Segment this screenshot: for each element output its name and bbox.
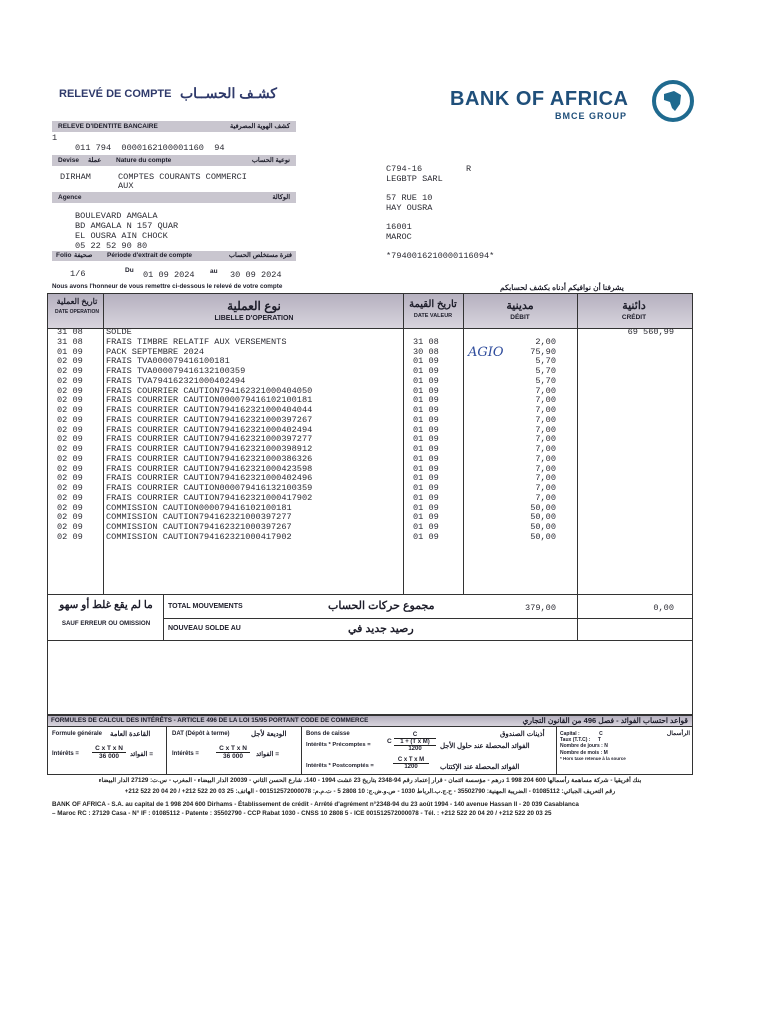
table-row — [48, 533, 692, 543]
fraction-4 — [393, 757, 429, 770]
period-label-ar: فترة مستخلص الحساب — [228, 252, 292, 259]
cell-debit: 5,70 — [535, 356, 556, 367]
cell-date: 02 09 — [57, 414, 83, 425]
statement-note-ar: يشرفنا أن نوافيكم أدناه بكشف لحسابكم — [500, 283, 624, 292]
cell-debit: 7,00 — [535, 395, 556, 406]
col-debit-fr: DÉBIT — [510, 314, 530, 321]
legend-taux: Taux (T.T.C) : — [560, 737, 591, 744]
legend-c: C — [599, 731, 603, 737]
agio-annotation: AGIO — [468, 345, 504, 360]
cell-date: 02 09 — [57, 385, 83, 396]
cell-debit: 50,00 — [530, 522, 556, 532]
cell-date: 02 09 — [57, 375, 83, 386]
cell-valeur: 30 08 — [413, 346, 439, 357]
cell-label: FRAIS COURRIER CAUTION794162321000402494 — [106, 424, 313, 435]
cell-valeur: 01 09 — [413, 473, 439, 484]
cell-label: FRAIS COURRIER CAUTION794162321000423598 — [106, 463, 313, 474]
col-date-op-fr: DATE OPERATION — [55, 309, 99, 315]
cell-debit: 7,00 — [535, 405, 556, 415]
cell-debit: 2,00 — [535, 336, 556, 347]
total-label-fr: TOTAL MOUVEMENTS — [168, 603, 243, 610]
cell-valeur: 01 09 — [413, 385, 439, 396]
interets-label-2: Intérêts = — [172, 751, 199, 757]
cell-label: FRAIS COURRIER CAUTION794162321000397277 — [106, 434, 313, 445]
client-code: C794-16 — [386, 164, 423, 174]
dat-fr: DAT (Dépôt à terme) — [172, 731, 230, 737]
legend-t: T — [597, 737, 601, 744]
cell-label: COMMISSION CAUTION794162321000397267 — [106, 522, 292, 532]
fawaid-1: = الفوائد — [130, 751, 154, 758]
cell-valeur: 01 09 — [413, 434, 439, 445]
devise-header-bar — [52, 155, 296, 166]
sauf-erreur-fr: SAUF ERREUR OU OMISSION — [61, 620, 151, 627]
operations-table — [47, 293, 693, 641]
agency-line1: BOULEVARD AMGALA — [75, 211, 158, 221]
cell-date: 02 09 — [57, 483, 83, 493]
interest-title-bar — [48, 716, 692, 727]
col-date-op-ar: تاريخ العملية — [56, 297, 98, 306]
agence-label-ar: الوكالة — [272, 194, 290, 201]
period-to: 30 09 2024 — [230, 270, 282, 280]
col-libelle-fr: LIBELLE D'OPERATION — [214, 315, 294, 322]
post-ar: الفوائد المحصلة عند الإكتتاب — [440, 764, 520, 771]
statement-note-fr: Nous avons l'honneur de vous remettre ci-dessous le relevé de votre compte — [52, 283, 283, 290]
footer-line3: BANK OF AFRICA - S.A. au capital de 1 998 204 600 Dirhams - Établissement de crédit - Arrêté d'agrément n°2348-94 du 23 août 1994 - 140 avenue Hassan II - 20 039 Casablanca — [52, 801, 579, 808]
cell-date: 02 09 — [57, 512, 83, 523]
cell-label: SOLDE — [106, 327, 132, 337]
cell-debit: 7,00 — [535, 473, 556, 484]
account-type-line2: AUX — [118, 181, 134, 191]
legend-mois: Nombre de mois : — [560, 749, 603, 756]
cell-date: 02 09 — [57, 405, 83, 415]
cell-label: FRAIS TIMBRE RELATIF AUX VERSEMENTS — [106, 336, 287, 347]
cell-valeur: 01 09 — [413, 463, 439, 474]
cell-debit: 5,70 — [535, 366, 556, 376]
cell-debit: 75,90 — [530, 346, 556, 357]
table-header — [48, 294, 692, 328]
cell-debit: 7,00 — [535, 483, 556, 493]
cell-label: COMMISSION CAUTION000079416102100181 — [106, 502, 292, 513]
fraction-3-sub: 1200 — [408, 746, 422, 752]
cell-debit: 7,00 — [535, 492, 556, 503]
interets-label-1: Intérêts = — [52, 751, 79, 757]
cell-label: FRAIS TVA000079416132100359 — [106, 366, 246, 376]
legend-capital: Capital : — [560, 731, 580, 737]
precomptes-ar: الفوائد المحصلة عند حلول الأجل — [440, 743, 530, 750]
fraction-3 — [394, 732, 436, 752]
cell-date: 02 09 — [57, 366, 83, 376]
blank-panel — [47, 641, 693, 715]
cell-date: 02 09 — [57, 444, 83, 454]
legend-n: N — [604, 743, 608, 750]
cell-label: COMMISSION CAUTION794162321000417902 — [106, 531, 292, 542]
cell-label: FRAIS COURRIER CAUTION794162321000404050 — [106, 385, 313, 396]
cell-label: FRAIS COURRIER CAUTION794162321000398912 — [106, 444, 313, 454]
col-debit-ar: مدينية — [506, 300, 534, 312]
agency-phone: 05 22 52 90 80 — [75, 241, 148, 251]
col-credit-ar: دائنية — [622, 300, 646, 312]
cell-label: FRAIS COURRIER CAUTION794162321000404044 — [106, 405, 313, 415]
cell-debit: 7,00 — [535, 453, 556, 464]
cell-date: 02 09 — [57, 424, 83, 435]
client-code-suffix: R — [466, 164, 472, 174]
folio-label-fr: Folio — [56, 252, 72, 259]
cell-label: FRAIS COURRIER CAUTION794162321000386326 — [106, 453, 313, 464]
c-letter: C — [387, 738, 392, 745]
cell-debit: 50,00 — [530, 502, 556, 513]
cell-debit: 7,00 — [535, 385, 556, 396]
fraction-3-num: C — [394, 732, 436, 739]
legend-ar: الرأسمال — [666, 731, 690, 737]
cell-date: 02 09 — [57, 492, 83, 503]
precomptes-fr: Intérêts * Précomptes = — [306, 742, 371, 748]
cell-valeur: 01 09 — [413, 375, 439, 386]
cell-debit: 5,70 — [535, 375, 556, 386]
cell-label: FRAIS TVA000079416100181 — [106, 356, 230, 367]
client-address1: 57 RUE 10 — [386, 193, 433, 203]
agency-line2: BD AMGALA N 157 QUAR — [75, 221, 179, 231]
cell-label: FRAIS TVA794162321000402494 — [106, 375, 246, 386]
cell-valeur: 01 09 — [413, 356, 439, 367]
bank-logo — [450, 80, 700, 130]
devise-label-fr: Devise — [58, 157, 79, 164]
client-address2: HAY OUSRA — [386, 203, 433, 213]
rib-header-bar — [52, 121, 296, 132]
interest-section — [47, 715, 693, 775]
cell-valeur: 01 09 — [413, 522, 439, 532]
post-fr: Intérêts * Postcomptés = — [306, 763, 374, 769]
generale-ar: القاعدة العامة — [110, 731, 151, 738]
cell-date: 02 09 — [57, 463, 83, 474]
bons-ar: أذينات الصندوق — [500, 731, 545, 738]
fraction-4-num: C x T x M — [393, 757, 429, 764]
fraction-4-den: 1200 — [404, 764, 418, 770]
legend-jours: Nombre de jours : — [560, 743, 603, 750]
interest-title-ar: قواعد احتساب الفوائد - فصل 496 من القانون التجاري — [522, 716, 688, 725]
cell-debit: 50,00 — [530, 531, 556, 542]
col-credit-fr: CRÉDIT — [621, 314, 647, 321]
legend-note: * Hors taxe retenue à la source — [560, 755, 626, 761]
col-libelle-ar: نوع العملية — [227, 299, 281, 313]
cell-date: 02 09 — [57, 356, 83, 367]
cell-valeur: 01 09 — [413, 414, 439, 425]
cell-valeur: 31 08 — [413, 336, 439, 347]
cell-valeur: 01 09 — [413, 502, 439, 513]
fawaid-2: = الفوائد — [256, 751, 280, 758]
cell-debit: 7,00 — [535, 424, 556, 435]
folio-label-ar: صحيفة — [74, 252, 93, 259]
col-valeur-fr: DATE VALEUR — [413, 313, 453, 319]
cell-debit: 7,00 — [535, 434, 556, 445]
fraction-1-num: C x T x N — [92, 745, 126, 753]
devise-label-ar: عملة — [88, 157, 102, 164]
total-label-ar: مجموع حركات الحساب — [328, 600, 435, 612]
cell-debit: 50,00 — [530, 512, 556, 523]
client-country: MAROC — [386, 232, 412, 242]
footer-line1-ar: بنك أفريقيا - شركة مساهمة رأسمالها 600 204 998 1 درهم - مؤسسة ائتمان - قرار إعتماد رقم 94-2348 بتاريخ 23 غشت 1994 - 140، شارع الحسن الثاني - 20039 الدار البيضاء - المغرب - س.ت: 27129 الدار البيضاء — [98, 777, 642, 784]
client-postal: 16001 — [386, 222, 412, 232]
cell-date: 02 09 — [57, 502, 83, 513]
cell-valeur: 01 09 — [413, 405, 439, 415]
legend — [560, 731, 690, 762]
period-du: Du — [125, 267, 134, 274]
cell-debit: 7,00 — [535, 463, 556, 474]
cell-label: FRAIS COURRIER CAUTION794162321000397267 — [106, 414, 313, 425]
cell-date: 31 08 — [57, 336, 83, 347]
nature-label-fr: Nature du compte — [116, 157, 172, 164]
rib-label-ar: كشف الهوية المصرفية — [230, 123, 290, 130]
bons-fr: Bons de caisse — [306, 731, 350, 737]
cell-valeur: 01 09 — [413, 424, 439, 435]
fraction-3-den: 1 + (T x M) — [394, 739, 436, 746]
cell-label: FRAIS COURRIER CAUTION000079416132100359 — [106, 483, 313, 493]
nouveau-solde-ar: رصيد جديد في — [348, 623, 414, 635]
folio-value: 1/6 — [70, 269, 86, 279]
period-label-fr: Période d'extrait de compte — [107, 252, 192, 259]
fraction-1 — [92, 745, 126, 760]
cell-label: PACK SEPTEMBRE 2024 — [106, 346, 204, 357]
cell-debit: 7,00 — [535, 444, 556, 454]
cell-date: 02 09 — [57, 453, 83, 464]
cell-date: 02 09 — [57, 522, 83, 532]
cell-date: 02 09 — [57, 531, 83, 542]
cell-date: 02 09 — [57, 473, 83, 484]
fraction-1-den: 36 000 — [99, 753, 119, 760]
cell-valeur: 01 09 — [413, 453, 439, 464]
cell-label: FRAIS COURRIER CAUTION000079416102100181 — [106, 395, 313, 406]
cell-label: FRAIS COURRIER CAUTION794162321000402496 — [106, 473, 313, 484]
fraction-2 — [216, 745, 250, 760]
footer-line2-ar: رقم التعريف الجبائي: 01085112 - الضريبة المهنية: 35502790 - ح.ج.ب.الرباط 1030 - ص.و.ض.ج: 10 2808 5 - ت.م.م: 001512572000078 - الهاتف: 25 03 20 522 212+ / 20 04 20 522 212+ — [124, 788, 616, 795]
legend-m: M — [603, 749, 608, 756]
period-from: 01 09 2024 — [143, 270, 195, 280]
bank-name: BANK OF AFRICA — [450, 88, 629, 110]
cell-date: 02 09 — [57, 434, 83, 445]
africa-logo-icon — [650, 80, 696, 122]
account-type-line1: COMPTES COURANTS COMMERCI — [118, 172, 247, 182]
cell-date: 02 09 — [57, 395, 83, 406]
total-credit: 0,00 — [653, 603, 674, 613]
rib-number: 011 794 0000162100001160 94 — [75, 143, 225, 153]
statement-title-fr: RELEVÉ DE COMPTE — [59, 88, 172, 100]
fraction-2-num: C x T x N — [216, 745, 250, 753]
cell-valeur: 01 09 — [413, 492, 439, 503]
folio-header-bar — [52, 251, 296, 261]
agency-line3: EL OUSRA AIN CHOCK — [75, 231, 168, 241]
fraction-2-den: 36 000 — [223, 753, 243, 760]
cell-valeur: 01 09 — [413, 444, 439, 454]
nature-label-ar: نوعية الحساب — [251, 157, 290, 164]
cell-date: 01 09 — [57, 346, 83, 357]
cell-valeur: 01 09 — [413, 512, 439, 523]
interest-title-fr: FORMULES DE CALCUL DES INTÉRÊTS - ARTICLE 496 DE LA LOI 15/95 PORTANT CODE DE COMMERCE — [51, 717, 369, 724]
cell-valeur: 01 09 — [413, 531, 439, 542]
nouveau-solde-fr: NOUVEAU SOLDE AU — [168, 625, 241, 632]
footer-line4: – Maroc RC : 27129 Casa - N° IF : 01085112 - Patente : 35502790 - CCP Rabat 1030 - CNSS 10 2808 5 - ICE 001512572000078 - Tél. : +212 522 20 04 20 / +212 522 20 03 25 — [52, 810, 552, 817]
period-au: au — [210, 268, 218, 275]
agence-header-bar — [52, 192, 296, 203]
line-index: 1 — [52, 133, 58, 143]
table-body — [48, 328, 692, 543]
agence-label-fr: Agence — [58, 194, 82, 201]
bank-group: BMCE GROUP — [555, 111, 628, 121]
cell-valeur: 01 09 — [413, 366, 439, 376]
statement-title-ar: كشـف الحســاب — [180, 85, 277, 101]
cell-date: 31 08 — [57, 327, 83, 337]
client-name: LEGBTP SARL — [386, 174, 443, 184]
generale-fr: Formule générale — [52, 731, 103, 737]
dat-ar: الوديعة لأجل — [251, 731, 287, 738]
total-debit: 379,00 — [525, 603, 556, 613]
cell-valeur: 01 09 — [413, 395, 439, 406]
col-valeur-ar: تاريخ القيمة — [409, 299, 457, 310]
sauf-erreur-ar: ما لم يقع غلط أو سهو — [59, 599, 153, 611]
cell-label: FRAIS COURRIER CAUTION794162321000417902 — [106, 492, 313, 503]
cell-valeur: 01 09 — [413, 483, 439, 493]
cell-debit: 7,00 — [535, 414, 556, 425]
client-reference: *7940016210000116094* — [386, 251, 495, 261]
rib-label-fr: RELEVE D'IDENTITE BANCAIRE — [58, 123, 158, 130]
currency: DIRHAM — [60, 172, 91, 182]
cell-credit: 69 560,99 — [627, 327, 674, 337]
cell-label: COMMISSION CAUTION794162321000397277 — [106, 512, 292, 523]
